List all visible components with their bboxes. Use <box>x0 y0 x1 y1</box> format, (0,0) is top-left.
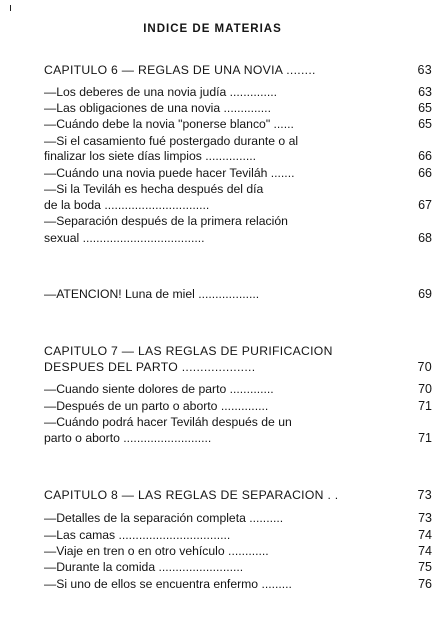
entry-text: DESPUES DEL PARTO .................... <box>44 360 256 374</box>
toc-entry <box>44 133 386 149</box>
entry-page: 65 <box>398 100 432 116</box>
entry-page: 75 <box>398 559 432 575</box>
toc-entry <box>44 359 432 375</box>
page-title: INDICE DE MATERIAS <box>143 23 282 35</box>
entry-text: —Las obligaciones de una novia .............. <box>44 101 271 115</box>
toc-entry <box>44 197 432 213</box>
entry-page: 70 <box>398 381 432 397</box>
toc-entry <box>44 165 432 181</box>
entry-text: —Los deberes de una novia judía .............. <box>44 85 278 99</box>
entry-text: —Cuándo debe la novia "ponerse blanco" ...... <box>44 117 294 131</box>
toc-entry <box>44 510 432 526</box>
toc-entry <box>44 148 432 164</box>
toc-entry <box>44 398 432 414</box>
toc-entry <box>44 230 432 246</box>
entry-text: —Las camas ................................. <box>44 528 231 542</box>
entry-page: 65 <box>398 116 432 132</box>
entry-page: 74 <box>398 527 432 543</box>
toc-entry <box>44 576 432 592</box>
toc-entry <box>44 181 386 197</box>
entry-text: —Cuándo podrá hacer Teviláh después de un <box>44 415 292 429</box>
toc-entry <box>44 381 432 397</box>
entry-text: —Si el casamiento fué postergado durante o al <box>44 134 299 148</box>
entry-text: sexual .................................... <box>44 231 205 245</box>
toc-entry <box>44 414 386 430</box>
entry-page: 73 <box>398 510 432 526</box>
entry-page: 73 <box>398 487 432 503</box>
entry-text: —Detalles de la separación completa .......... <box>44 511 284 525</box>
entry-page: 63 <box>398 62 432 78</box>
entry-text: —Separación después de la primera relación <box>44 214 288 228</box>
toc-entry <box>44 343 386 359</box>
entry-page: 74 <box>398 543 432 559</box>
toc-entry <box>44 559 432 575</box>
toc-entry <box>44 100 432 116</box>
toc-entry <box>44 286 432 302</box>
entry-text: de la boda ............................... <box>44 198 210 212</box>
toc-entry <box>44 543 432 559</box>
corner-mark: ı <box>9 2 13 14</box>
toc-entry <box>44 430 432 446</box>
toc-entry <box>44 487 432 503</box>
entry-text: —Si la Teviláh es hecha después del día <box>44 182 264 196</box>
entry-text: CAPITULO 7 — LAS REGLAS DE PURIFICACION <box>44 344 333 358</box>
entry-text: —Cuando siente dolores de parto ............. <box>44 382 274 396</box>
entry-page: 67 <box>398 197 432 213</box>
entry-page: 71 <box>398 430 432 446</box>
entry-text: CAPITULO 8 — LAS REGLAS DE SEPARACION . . <box>44 488 339 502</box>
entry-text: —Después de un parto o aborto .............. <box>44 399 269 413</box>
toc-entry <box>44 213 386 229</box>
toc-entry <box>44 62 432 78</box>
toc-entry <box>44 527 432 543</box>
entry-text: —Viaje en tren o en otro vehículo ............ <box>44 544 269 558</box>
entry-text: finalizar los siete días limpios ............... <box>44 149 257 163</box>
entry-page: 66 <box>398 148 432 164</box>
toc-entry <box>44 84 432 100</box>
entry-text: parto o aborto .......................... <box>44 431 212 445</box>
entry-text: —Durante la comida ......................... <box>44 560 244 574</box>
entry-text: CAPITULO 6 — REGLAS DE UNA NOVIA ........ <box>44 63 316 77</box>
entry-text: —ATENCION! Luna de miel .................. <box>44 287 260 301</box>
entry-text: —Cuándo una novia puede hacer Teviláh ....... <box>44 166 295 180</box>
entry-page: 69 <box>398 286 432 302</box>
entry-page: 68 <box>398 230 432 246</box>
entry-page: 71 <box>398 398 432 414</box>
entry-page: 66 <box>398 165 432 181</box>
entry-page: 70 <box>398 359 432 375</box>
toc-entry <box>44 116 432 132</box>
entry-page: 76 <box>398 576 432 592</box>
entry-text: —Si uno de ellos se encuentra enfermo ......... <box>44 577 292 591</box>
entry-page: 63 <box>398 84 432 100</box>
